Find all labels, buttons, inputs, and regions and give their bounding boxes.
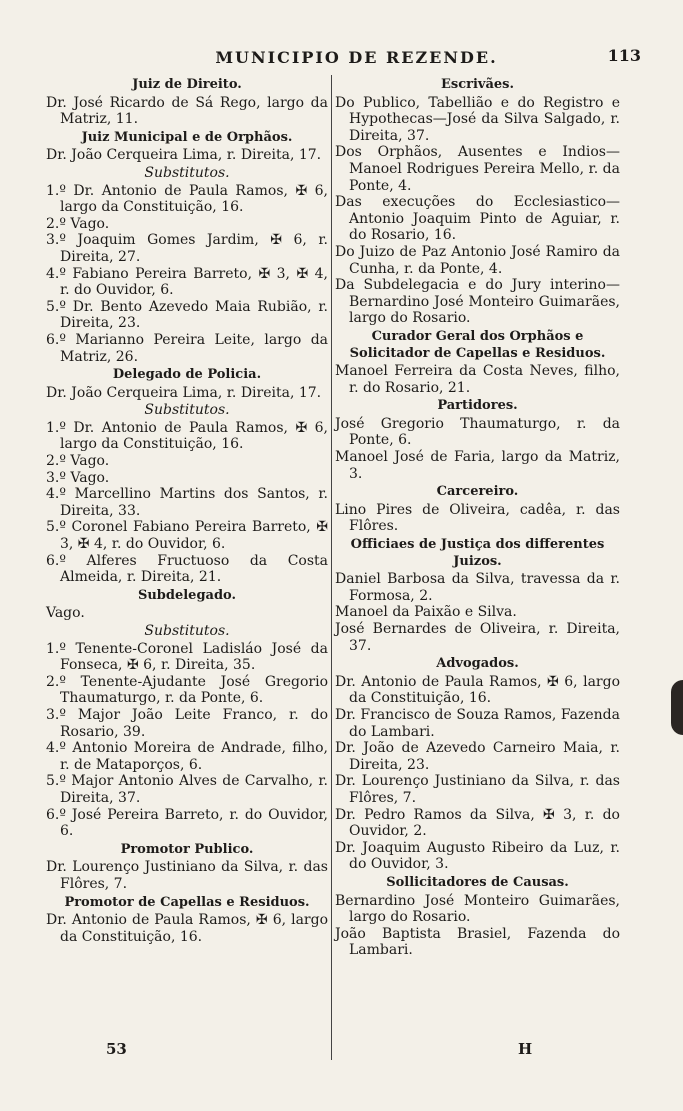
directory-entry: 4.º Marcellino Martins dos Santos, r. Direita, 33.	[46, 486, 328, 519]
directory-entry: Dr. João Cerqueira Lima, r. Direita, 17.	[46, 384, 322, 401]
subsection-heading: Substitutos.	[144, 623, 230, 639]
column-divider	[331, 75, 332, 1060]
directory-entry: 2.º Vago.	[46, 215, 110, 232]
directory-entry: Dr. João de Azevedo Carneiro Maia, r. Direita, 23.	[335, 740, 620, 773]
directory-entry: Dr. Antonio de Paula Ramos, ✠ 6, largo da Constituição, 16.	[46, 912, 328, 945]
section-heading: Promotor de Capellas e Residuos.	[64, 894, 310, 910]
directory-entry: Da Subdelegacia e do Jury interino—Bernardino José Monteiro Guimarães, largo do Rosario.	[335, 277, 620, 327]
section-heading: Juiz Municipal e de Orphãos.	[81, 129, 293, 145]
subsection-heading: Substitutos.	[144, 402, 230, 419]
right-column	[335, 75, 620, 959]
directory-entry: Dr. Joaquim Augusto Ribeiro da Luz, r. do Ouvidor, 3.	[335, 839, 620, 873]
section-heading: Carcereiro.	[436, 484, 519, 500]
directory-entry: 1.º Tenente-Coronel Ladisláo José da Fonseca, ✠ 6, r. Direita, 35.	[46, 640, 328, 674]
directory-entry: Manoel José de Faria, largo da Matriz, 3.	[335, 449, 620, 482]
directory-entry: 3.º Joaquim Gomes Jardim, ✠ 6, r. Direita, 27.	[46, 232, 328, 265]
section-heading: Curador Geral dos Orphãos e Solicitador de Capellas e Residuos.	[349, 328, 606, 361]
directory-entry: Dr. Lourenço Justiniano da Silva, r. das Flôres, 7.	[46, 859, 328, 892]
directory-entry: Dr. Pedro Ramos da Silva, ✠ 3, r. do Ouvidor, 2.	[335, 806, 620, 840]
directory-entry: Das execuções do Ecclesiastico—Antonio Joaquim Pinto de Aguiar, r. do Rosario, 16.	[335, 194, 620, 244]
directory-entry: Do Juizo de Paz Antonio José Ramiro da Cunha, r. da Ponte, 4.	[335, 243, 620, 277]
directory-entry: 5.º Major Antonio Alves de Carvalho, r. Direita, 37.	[46, 773, 328, 806]
directory-entry: Lino Pires de Oliveira, cadêa, r. das Flôres.	[335, 501, 620, 535]
page-number: 113	[607, 46, 641, 65]
section-heading: Delegado de Policia.	[112, 367, 262, 383]
directory-entry: 3.º Major João Leite Franco, r. do Rosario, 39.	[46, 706, 328, 740]
signature-mark-right: H	[518, 1040, 533, 1058]
section-heading: Escrivães.	[440, 77, 515, 92]
directory-entry: Dr. João Cerqueira Lima, r. Direita, 17.	[46, 147, 322, 164]
signature-mark-left: 53	[106, 1040, 127, 1058]
page-title	[0, 48, 683, 67]
directory-entry: 6.º Marianno Pereira Leite, largo da Matriz, 26.	[46, 331, 328, 365]
directory-entry: 5.º Dr. Bento Azevedo Maia Rubião, r. Direita, 23.	[46, 298, 328, 332]
directory-entry: 2.º Vago.	[46, 453, 110, 470]
directory-entry: 3.º Vago.	[46, 469, 110, 486]
section-heading: Juiz de Direito.	[132, 77, 242, 92]
directory-entry: João Baptista Brasiel, Fazenda do Lambari.	[335, 925, 620, 959]
directory-entry: Dr. Lourenço Justiniano da Silva, r. das Flôres, 7.	[335, 773, 620, 806]
directory-entry: José Bernardes de Oliveira, r. Direita, 37.	[335, 621, 620, 654]
directory-entry: Manoel da Paixão e Silva.	[335, 604, 517, 621]
section-heading: Sollicitadores de Causas.	[386, 874, 569, 890]
directory-entry: Manoel Ferreira da Costa Neves, filho, r. do Rosario, 21.	[335, 363, 620, 396]
left-column	[46, 75, 328, 945]
directory-entry: Dos Orphãos, Ausentes e Indios—Manoel Rodrigues Pereira Mello, r. da Ponte, 4.	[335, 144, 620, 194]
directory-entry: Dr. Francisco de Souza Ramos, Fazenda do Lambari.	[335, 706, 620, 740]
directory-entry: Dr. Antonio de Paula Ramos, ✠ 6, largo da Constituição, 16.	[335, 673, 620, 707]
directory-entry: 4.º Antonio Moreira de Andrade, filho, r. de Mataporços, 6.	[46, 740, 328, 773]
section-heading: Advogados.	[436, 656, 519, 672]
directory-entry: 2.º Tenente-Ajudante José Gregorio Thaumaturgo, r. da Ponte, 6.	[46, 673, 328, 707]
directory-entry: 5.º Coronel Fabiano Pereira Barreto, ✠ 3, ✠ 4, r. do Ouvidor, 6.	[46, 519, 328, 553]
directory-entry: Dr. José Ricardo de Sá Rego, largo da Matriz, 11.	[46, 94, 328, 128]
page-title-text: MUNICIPIO DE REZENDE.	[215, 48, 498, 67]
directory-entry: Daniel Barbosa da Silva, travessa da r. Formosa, 2.	[335, 571, 620, 604]
section-heading: Promotor Publico.	[120, 841, 254, 857]
ink-blot	[671, 680, 683, 735]
section-heading: Officiaes de Justiça dos differentes Juizos.	[350, 537, 605, 569]
directory-entry: 6.º José Pereira Barreto, r. do Ouvidor, 6.	[46, 806, 328, 840]
section-heading: Subdelegado.	[137, 587, 237, 603]
directory-entry: 6.º Alferes Fructuoso da Costa Almeida, r. Direita, 21.	[46, 552, 328, 586]
directory-entry: 4.º Fabiano Pereira Barreto, ✠ 3, ✠ 4, r. do Ouvidor, 6.	[46, 265, 328, 299]
directory-entry: Vago.	[46, 605, 85, 622]
subsection-heading: Substitutos.	[144, 164, 230, 181]
directory-entry: Do Publico, Tabellião e do Registro e Hypothecas—José da Silva Salgado, r. Direita, 37.	[335, 94, 620, 144]
section-heading: Partidores.	[437, 398, 518, 414]
directory-entry: José Gregorio Thaumaturgo, r. da Ponte, 6.	[335, 415, 620, 449]
directory-entry: Bernardino José Monteiro Guimarães, largo do Rosario.	[335, 892, 620, 926]
directory-entry: 1.º Dr. Antonio de Paula Ramos, ✠ 6, largo da Constituição, 16.	[46, 182, 328, 216]
directory-entry: 1.º Dr. Antonio de Paula Ramos, ✠ 6, largo da Constituição, 16.	[46, 419, 328, 453]
